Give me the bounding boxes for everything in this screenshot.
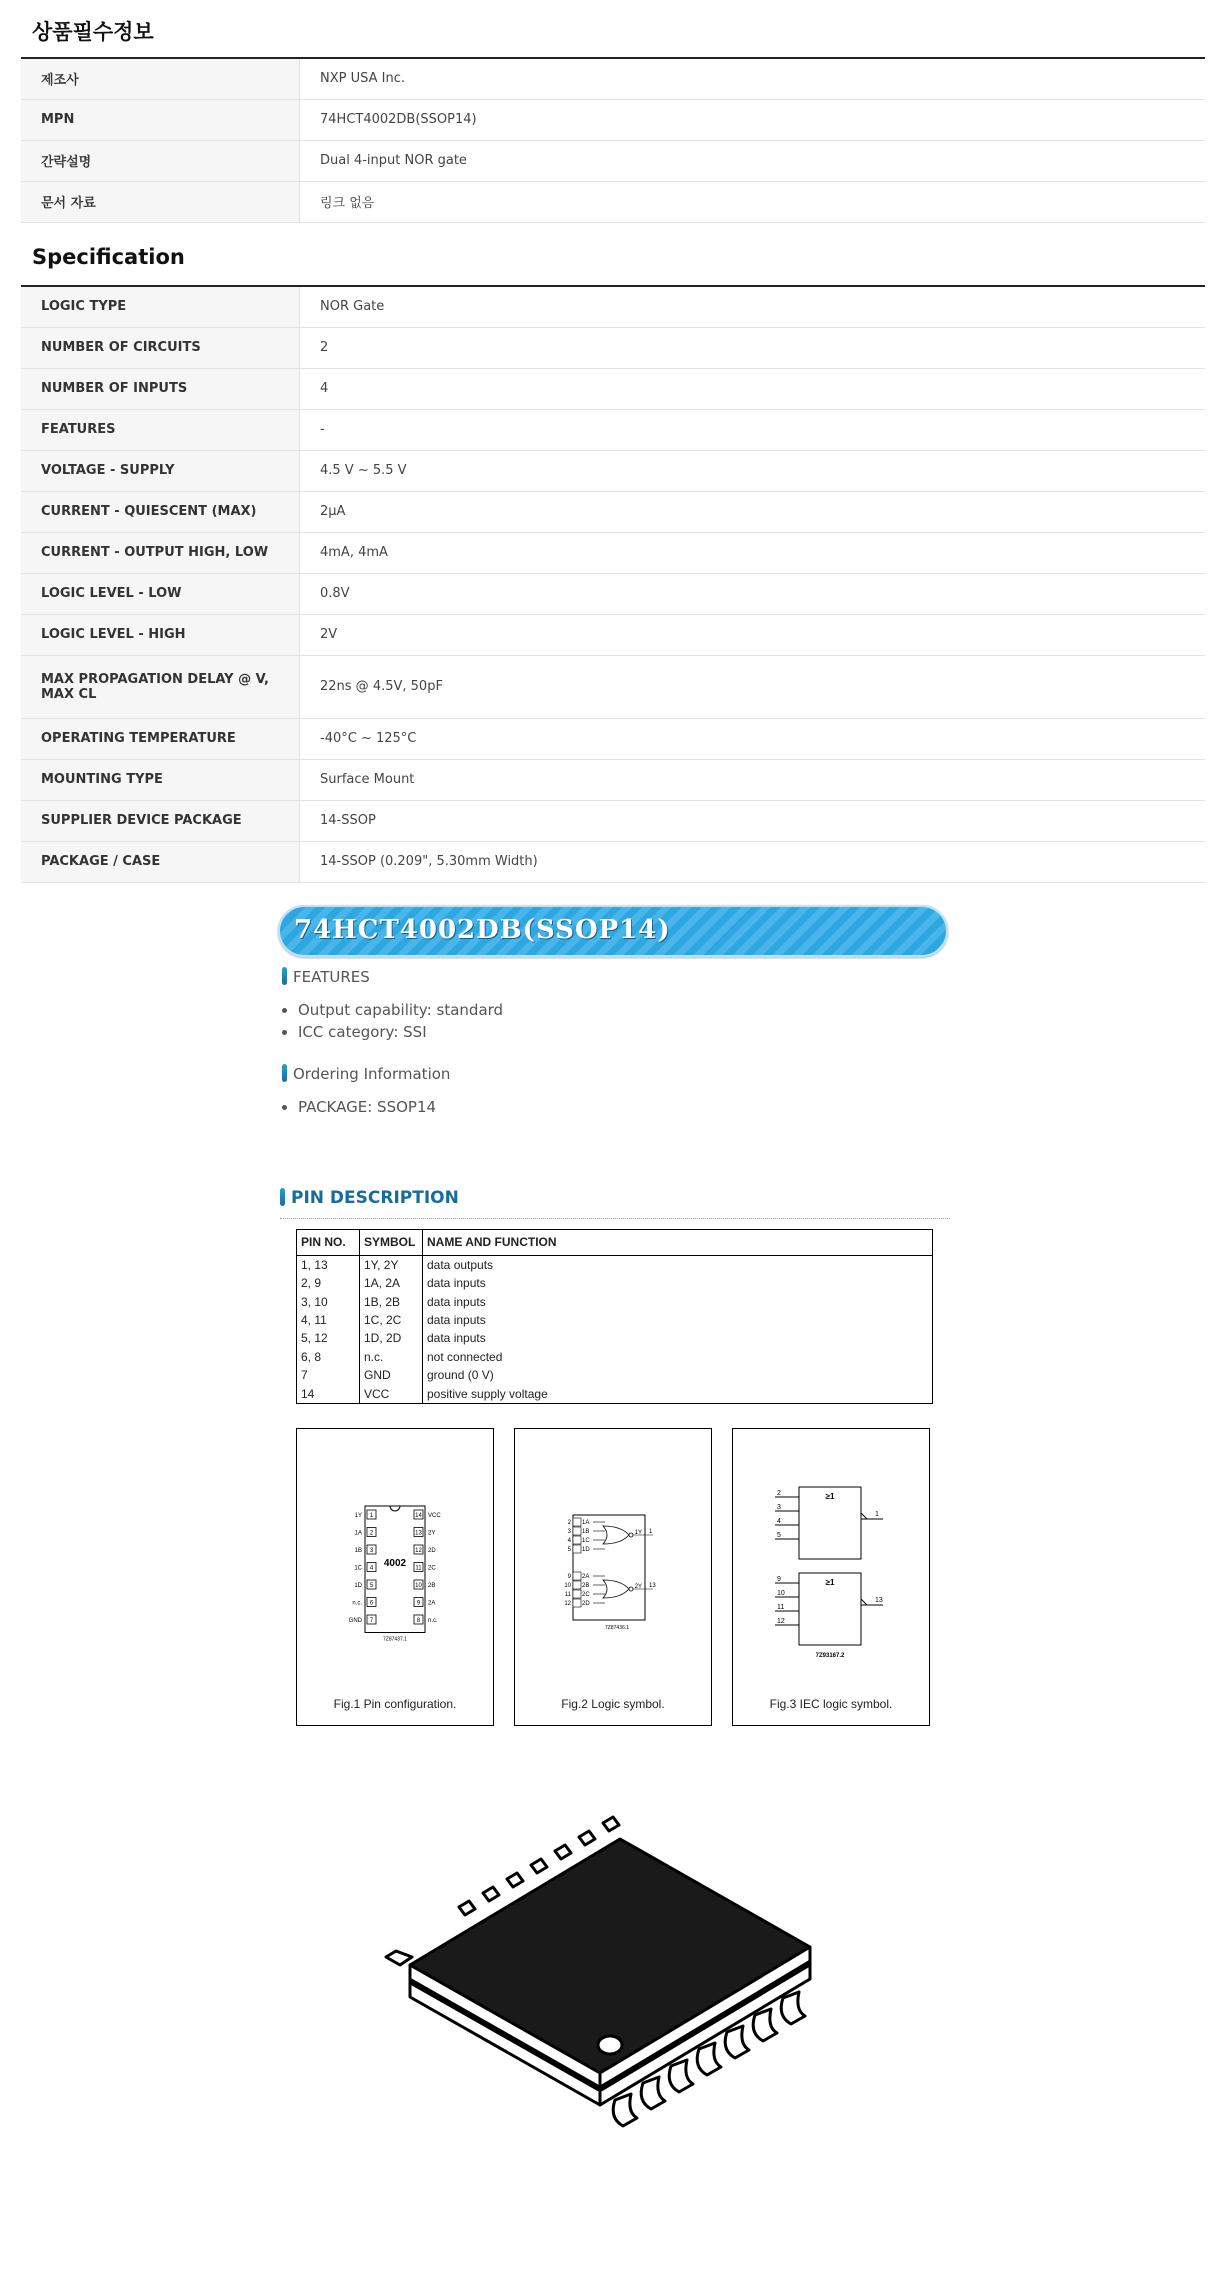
spec-row (21, 368, 1205, 409)
spec-value: 링크 없음 (300, 181, 1206, 222)
pin-table-cell: 5, 12 (297, 1329, 360, 1347)
pin-table-cell: 3, 10 (297, 1292, 360, 1310)
pin-number: 1 (369, 1513, 374, 1519)
iec-logic-symbol-diagram (733, 1429, 931, 1727)
pin-number: 2 (777, 1490, 781, 1497)
banner-title: 74HCT4002DB(SSOP14) (294, 915, 671, 945)
pin-box (573, 1572, 581, 1580)
pin-label: 2A (428, 1600, 436, 1607)
pin-label: 1D (354, 1583, 362, 1589)
spec-row (21, 99, 1205, 140)
spec-label: 문서 자료 (21, 181, 300, 222)
pin-box (573, 1518, 581, 1526)
chip-label: 4002 (383, 1558, 407, 1569)
spec-row (21, 140, 1205, 181)
pin-number: 6 (369, 1600, 374, 1607)
pin-box (573, 1545, 581, 1553)
spec-label: NUMBER OF INPUTS (21, 368, 300, 409)
pin-number: 13 (649, 1583, 656, 1589)
pin-number: 5 (777, 1532, 781, 1539)
spec-label: LOGIC LEVEL - HIGH (21, 614, 300, 655)
pin-box (573, 1590, 581, 1598)
pin-number: 10 (777, 1590, 785, 1597)
pin-label: 2B (582, 1583, 590, 1589)
inverter-bubble (629, 1587, 633, 1591)
figure-caption: Fig.1 Pin configuration. (333, 1697, 457, 1711)
spec-label: VOLTAGE - SUPPLY (21, 450, 300, 491)
pin-box (573, 1536, 581, 1544)
table-row (297, 1329, 933, 1347)
block-label: ≥1 (825, 1492, 835, 1501)
pin-box (573, 1527, 581, 1535)
pin-label: 2Y (634, 1584, 642, 1590)
table-row (297, 1366, 933, 1384)
pin-configuration-diagram (297, 1429, 495, 1727)
figure-logic-symbol (514, 1428, 712, 1726)
pin-table-cell: 1C, 2C (360, 1311, 423, 1329)
pin-description-title: PIN DESCRIPTION (291, 1188, 459, 1208)
pin-label: 1Y (354, 1513, 362, 1519)
figure-code: 7Z87437.1 (383, 1636, 407, 1643)
heading-bar-icon (282, 1064, 287, 1082)
spec-row (21, 491, 1205, 532)
pin-label: 2Y (428, 1530, 436, 1537)
spec-label: MAX PROPAGATION DELAY @ V, MAX CL (21, 655, 300, 718)
pin-number: 13 (415, 1530, 422, 1537)
spec-value: Dual 4-input NOR gate (300, 140, 1206, 181)
spec-value: 4 (300, 368, 1206, 409)
section-title-specification: Specification (32, 245, 185, 269)
heading-bar-icon (280, 1188, 285, 1206)
pin-label: 1B (354, 1548, 362, 1554)
pin-label: 2D (582, 1601, 590, 1607)
spec-row (21, 800, 1205, 841)
figure-caption: Fig.2 Logic symbol. (561, 1697, 665, 1711)
pin-table-cell: positive supply voltage (423, 1385, 933, 1404)
pin-label: 1D (582, 1547, 590, 1553)
pin-box (573, 1581, 581, 1589)
pin-table-cell: 1, 13 (297, 1255, 360, 1274)
pin-label: 2C (428, 1565, 436, 1572)
spec-label: CURRENT - QUIESCENT (MAX) (21, 491, 300, 532)
pin-number: 9 (567, 1574, 571, 1580)
pin-label: 1C (582, 1538, 590, 1544)
pin-number: 11 (564, 1592, 571, 1598)
left-lead (386, 1951, 412, 1965)
pin-label: 1A (354, 1530, 362, 1537)
pin-number: 4 (567, 1538, 571, 1544)
pin-number: 13 (875, 1597, 883, 1604)
pin-number: 14 (415, 1513, 422, 1519)
negation-marker (861, 1599, 867, 1605)
pin-table-cell: 4, 11 (297, 1311, 360, 1329)
spec-value: 74HCT4002DB(SSOP14) (300, 99, 1206, 140)
pin-table-header: PIN NO. (297, 1230, 360, 1256)
ordering-list (280, 1096, 436, 1118)
nor-gate (603, 1580, 629, 1598)
spec-value: 0.8V (300, 573, 1206, 614)
pin-label: 1B (582, 1529, 590, 1535)
pin-number: 1 (649, 1529, 653, 1535)
ordering-title: Ordering Information (293, 1065, 451, 1083)
block-label: ≥1 (825, 1578, 835, 1587)
pin-number: 7 (369, 1618, 374, 1624)
figure-code: 7Z93167.2 (815, 1653, 845, 1659)
spec-row (21, 286, 1205, 327)
pin-description-heading (280, 1188, 459, 1208)
spec-label: OPERATING TEMPERATURE (21, 718, 300, 759)
pin-number: 2 (369, 1530, 374, 1537)
pin-label: 1A (582, 1520, 590, 1526)
figure-code: 7Z87436.1 (605, 1625, 629, 1631)
pin-table-cell: 14 (297, 1385, 360, 1404)
pin-table-cell: VCC (360, 1385, 423, 1404)
spec-row (21, 759, 1205, 800)
pin-table-cell: GND (360, 1366, 423, 1384)
spec-row (21, 614, 1205, 655)
spec-value: 22ns @ 4.5V, 50pF (300, 655, 1206, 718)
spec-row (21, 532, 1205, 573)
spec-value: 2µA (300, 491, 1206, 532)
spec-row (21, 409, 1205, 450)
table-row (297, 1311, 933, 1329)
pin-label: VCC (428, 1513, 441, 1519)
spec-value: 4mA, 4mA (300, 532, 1206, 573)
spec-value: - (300, 409, 1206, 450)
spec-label: 제조사 (21, 58, 300, 99)
pin-table-cell: ground (0 V) (423, 1366, 933, 1384)
spec-label: LOGIC LEVEL - LOW (21, 573, 300, 614)
spec-value: 2V (300, 614, 1206, 655)
spec-label: NUMBER OF CIRCUITS (21, 327, 300, 368)
inverter-bubble (629, 1533, 633, 1537)
pin-number: 11 (777, 1604, 785, 1611)
spec-row (21, 573, 1205, 614)
section-title-product-info: 상품필수정보 (32, 20, 154, 44)
pin-table-cell: not connected (423, 1348, 933, 1366)
list-item: • ICC category: SSI (298, 1021, 503, 1043)
spec-value: 14-SSOP (300, 800, 1206, 841)
pin-number: 3 (369, 1548, 374, 1554)
spec-label: CURRENT - OUTPUT HIGH, LOW (21, 532, 300, 573)
pin-number: 5 (369, 1583, 374, 1589)
pin-label: 1Y (634, 1530, 642, 1536)
pin-table-cell: 2, 9 (297, 1274, 360, 1292)
list-item: • Output capability: standard (298, 999, 503, 1021)
spec-value: Surface Mount (300, 759, 1206, 800)
pin-label: 1C (354, 1565, 362, 1572)
spec-row (21, 655, 1205, 718)
pin-label: 2A (582, 1574, 590, 1580)
pin-label: 2B (428, 1583, 436, 1589)
pin-table-cell: data inputs (423, 1292, 933, 1310)
spec-value: NXP USA Inc. (300, 58, 1206, 99)
pin-table-cell: 1D, 2D (360, 1329, 423, 1347)
pin-table-cell: 1Y, 2Y (360, 1255, 423, 1274)
pin-number: 10 (415, 1583, 422, 1589)
pin-label: 2C (582, 1592, 590, 1598)
pin-number: 11 (415, 1565, 422, 1572)
spec-row (21, 58, 1205, 99)
nor-gate (603, 1526, 629, 1544)
spec-row (21, 181, 1205, 222)
pin-number: 12 (564, 1601, 571, 1607)
pin-table-cell: 1A, 2A (360, 1274, 423, 1292)
pin-table-cell: 7 (297, 1366, 360, 1384)
spec-label: MOUNTING TYPE (21, 759, 300, 800)
ordering-heading (282, 1064, 450, 1083)
spec-row (21, 450, 1205, 491)
table-row (297, 1385, 933, 1404)
pin-table-header: SYMBOL (360, 1230, 423, 1256)
figure-iec-logic-symbol (732, 1428, 930, 1726)
spec-value: -40°C ~ 125°C (300, 718, 1206, 759)
figure-caption: Fig.3 IEC logic symbol. (769, 1697, 893, 1711)
pin-number: 5 (567, 1547, 571, 1553)
list-item: • PACKAGE: SSOP14 (298, 1096, 436, 1118)
pin-table-cell: data inputs (423, 1274, 933, 1292)
logic-symbol-diagram (515, 1429, 713, 1727)
pin-number: 2 (567, 1520, 571, 1526)
pin-number: 9 (777, 1576, 781, 1583)
features-heading (282, 967, 370, 986)
pin-table-header: NAME AND FUNCTION (423, 1230, 933, 1256)
pin-description-table (296, 1229, 933, 1404)
spec-label: SUPPLIER DEVICE PACKAGE (21, 800, 300, 841)
ssop14-package-illustration (370, 1815, 870, 2145)
table-row (297, 1255, 933, 1274)
pin-label: 2D (428, 1548, 436, 1554)
pin1-marker (598, 2036, 622, 2054)
spec-value: 14-SSOP (0.209", 5.30mm Width) (300, 841, 1206, 882)
pin-number: 3 (567, 1529, 571, 1535)
pin-number: 4 (369, 1565, 374, 1572)
spec-row (21, 841, 1205, 882)
table-row (297, 1292, 933, 1310)
features-list (280, 999, 503, 1043)
pin-number: 9 (416, 1600, 421, 1607)
pin-table-cell: n.c. (360, 1348, 423, 1366)
pin-table-cell: data inputs (423, 1329, 933, 1347)
pin-box (573, 1599, 581, 1607)
pin-number: 12 (777, 1618, 785, 1625)
spec-value: 2 (300, 327, 1206, 368)
pin-label: GND (348, 1618, 362, 1624)
negation-marker (861, 1513, 867, 1519)
pin-number: 1 (875, 1511, 879, 1518)
heading-bar-icon (282, 967, 287, 985)
spec-value: 4.5 V ~ 5.5 V (300, 450, 1206, 491)
pin-table-cell: 6, 8 (297, 1348, 360, 1366)
pin-number: 4 (777, 1518, 781, 1525)
table-row (297, 1348, 933, 1366)
pin-number: 10 (564, 1583, 571, 1589)
product-banner (278, 905, 948, 957)
spec-label: MPN (21, 99, 300, 140)
pin-label: n.c. (428, 1618, 438, 1624)
features-title: FEATURES (293, 968, 370, 986)
spec-value: NOR Gate (300, 286, 1206, 327)
spec-row (21, 327, 1205, 368)
pin-number: 8 (416, 1618, 421, 1624)
pin-number: 12 (415, 1548, 422, 1554)
pin-table-cell: data inputs (423, 1311, 933, 1329)
spec-label: 간략설명 (21, 140, 300, 181)
pin-table-cell: 1B, 2B (360, 1292, 423, 1310)
spec-row (21, 718, 1205, 759)
pin-number: 3 (777, 1504, 781, 1511)
pin-table-cell: data outputs (423, 1255, 933, 1274)
spec-label: PACKAGE / CASE (21, 841, 300, 882)
table-row (297, 1274, 933, 1292)
product-info-table (21, 57, 1205, 223)
spec-label: LOGIC TYPE (21, 286, 300, 327)
divider (280, 1218, 950, 1219)
figure-pin-configuration (296, 1428, 494, 1726)
specification-table (21, 285, 1205, 883)
spec-label: FEATURES (21, 409, 300, 450)
pin-label: n.c. (352, 1600, 362, 1607)
